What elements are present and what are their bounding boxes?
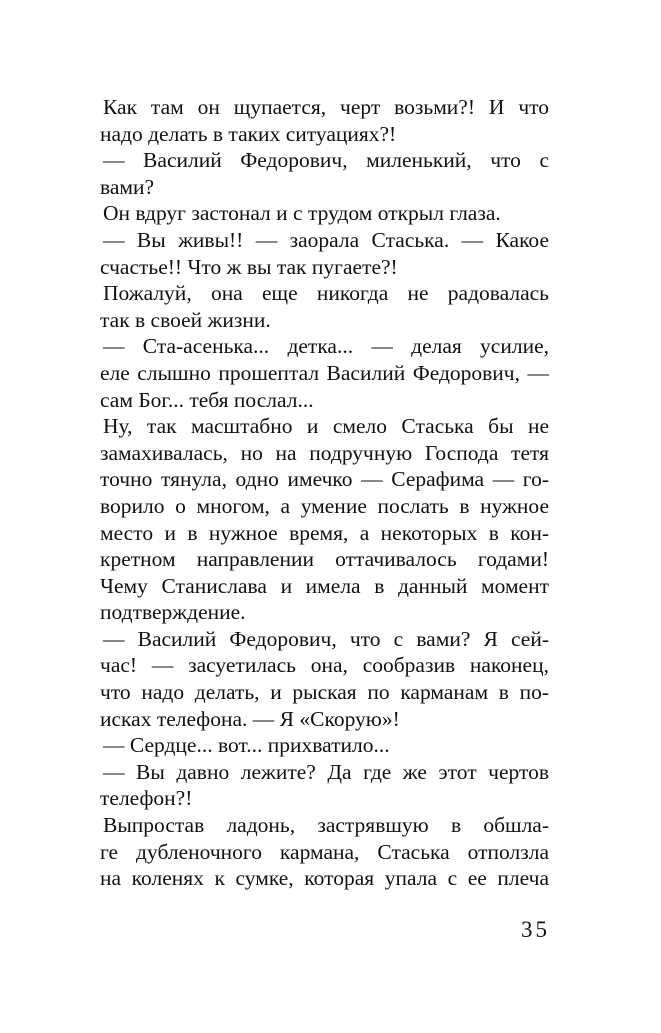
body-text: [100, 94, 549, 892]
text-line: — Вы живы!! — заорала Стаська. — Какое: [103, 227, 549, 252]
paragraph: [100, 626, 549, 732]
text-line: телефон?!: [100, 786, 193, 811]
text-line: Выпростав ладонь, застрявшую в обшла-: [103, 813, 549, 838]
text-line: так в своей жизни.: [100, 307, 271, 332]
text-line: еле слышно прошептал Василий Федорович, —: [100, 360, 549, 385]
paragraph: [100, 812, 549, 892]
text-line: — Сердце... вот... прихватило...: [103, 733, 390, 758]
text-line: Пожалуй, она еще никогда не радовалась: [103, 281, 549, 306]
text-line: ге дубленочного кармана, Стаська отползла: [100, 839, 549, 864]
paragraph: [100, 94, 549, 147]
text-line: Ну, так масштабно и смело Стаська бы не: [103, 414, 549, 439]
text-line: исках телефона. — Я «Скорую»!: [100, 706, 400, 731]
text-line: Чему Станислава и имела в данный момент: [100, 573, 549, 598]
text-line: — Василий Федорович, миленький, что с: [103, 148, 549, 173]
paragraph: [100, 732, 549, 759]
text-line: надо делать в таких ситуациях?!: [100, 121, 397, 146]
paragraph: [100, 280, 549, 333]
paragraph: [100, 759, 549, 812]
text-line: счастье!! Что ж вы так пугаете?!: [100, 254, 398, 279]
text-line: ворило о многом, а умение послать в нужное: [100, 493, 549, 518]
text-line: точно тянула, одно имечко — Серафима — го-: [100, 467, 549, 492]
text-line: Он вдруг застонал и с трудом открыл глаза.: [103, 201, 501, 226]
text-line: на коленях к сумке, которая упала с ее плеча: [100, 866, 549, 891]
text-line: что надо делать, и рыская по карманам в по-: [100, 680, 549, 705]
paragraph: [100, 147, 549, 200]
text-line: подтверждение.: [100, 600, 246, 625]
text-line: — Вы давно лежите? Да где же этот чертов: [103, 759, 549, 784]
text-line: сам Бог... тебя послал...: [100, 387, 314, 412]
text-line: замахивалась, но на подручную Господа тетя: [100, 440, 549, 465]
text-line: — Василий Федорович, что с вами? Я сей-: [103, 626, 549, 651]
page-number: 35: [521, 917, 550, 942]
text-line: Как там он щупается, черт возьми?! И что: [103, 95, 549, 119]
paragraph: [100, 413, 549, 626]
text-line: место и в нужное время, а некоторых в кон-: [100, 520, 549, 545]
paragraph: [100, 333, 549, 413]
text-line: час! — засуетилась она, сообразив наконец,: [100, 653, 549, 678]
paragraph: [100, 200, 549, 227]
text-line: — Ста-асенька... детка... — делая усилие,: [103, 334, 549, 359]
paragraph: [100, 227, 549, 280]
text-line: кретном направлении оттачивалось годами!: [100, 547, 549, 572]
text-line: вами?: [100, 174, 155, 199]
